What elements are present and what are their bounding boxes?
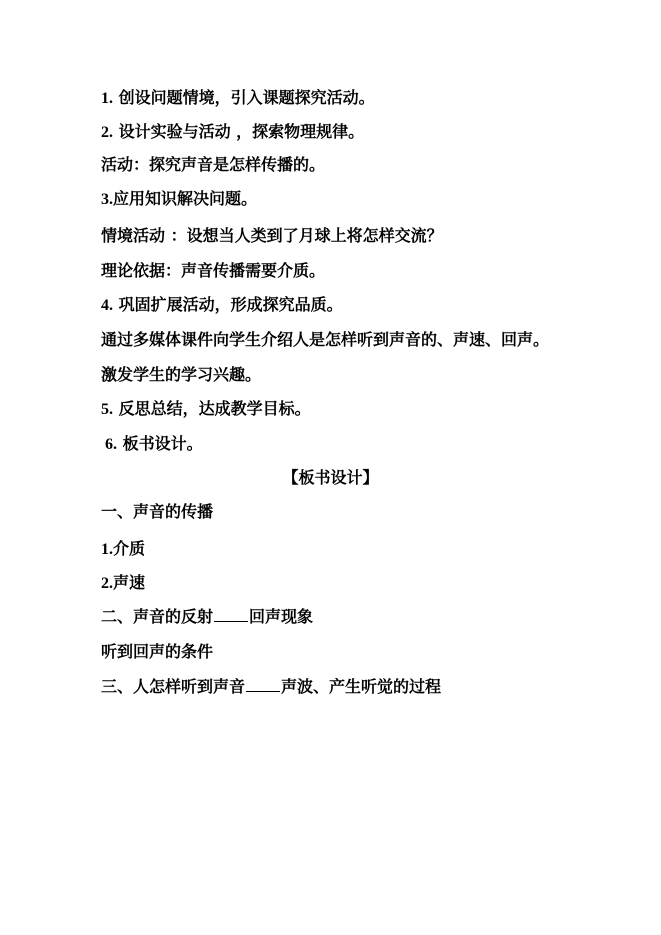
board-number: 2. [101,575,113,592]
board-item-echo-conditions [101,642,213,662]
board-item-reflection [101,607,313,627]
step-4 [101,295,343,315]
step-number: 2. [101,124,113,141]
step-number: 5. [101,401,113,418]
step-5 [101,399,311,419]
step-number: 6. [105,436,117,453]
step-number: 4. [101,297,113,314]
board-text-post: 声波、产生听觉的过程 [281,677,442,696]
step-text: 板书设计。 [117,434,203,453]
board-text: 声速 [113,573,146,592]
step-6 [105,434,203,454]
board-number: 1. [101,541,113,558]
step-text: 设计实验与活动 ，探索物理规律。 [113,122,365,141]
step-text: 创设问题情境，引入课题探究活动。 [113,88,375,107]
theory-line [101,261,325,281]
step-3 [101,189,257,209]
scenario-text: 情境活动 ：设想当人类到了月球上将怎样交流？ [101,226,443,245]
step-number: 1. [101,90,113,107]
theory-text: 理论依据：声音传播需要介质。 [101,261,326,280]
multimedia-text: 通过多媒体课件向学生介绍人是怎样听到声音的、声速、回声。 [101,330,550,349]
board-item-propagation [101,502,213,522]
board-item-hearing [101,677,441,697]
step-number: 3. [101,191,113,208]
step-text: 巩固扩展活动，形成探究品质。 [113,295,343,314]
activity-line [101,155,325,175]
board-text: 一、声音的传播 [101,502,214,521]
dash-rule [246,679,280,692]
board-item-medium [101,539,145,559]
board-text-post: 回声现象 [249,607,314,626]
interest-text: 激发学生的学习兴趣。 [101,365,262,384]
step-1 [101,88,375,108]
board-text: 听到回声的条件 [101,642,214,661]
step-2 [101,122,364,142]
step-text: 反思总结，达成教学目标。 [113,399,311,418]
dash-rule [214,609,248,622]
step-text: 应用知识解决问题。 [113,189,258,208]
activity-text: 活动：探究声音是怎样传播的。 [101,155,326,174]
board-item-speed [101,573,145,593]
board-text: 介质 [113,539,146,558]
board-text-pre: 二、声音的反射 [101,607,214,626]
scenario-line [101,226,443,246]
board-title: 【板书设计】 [282,468,379,487]
interest-line [101,365,261,385]
board-text-pre: 三、人怎样听到声音 [101,677,246,696]
multimedia-line [101,330,549,350]
